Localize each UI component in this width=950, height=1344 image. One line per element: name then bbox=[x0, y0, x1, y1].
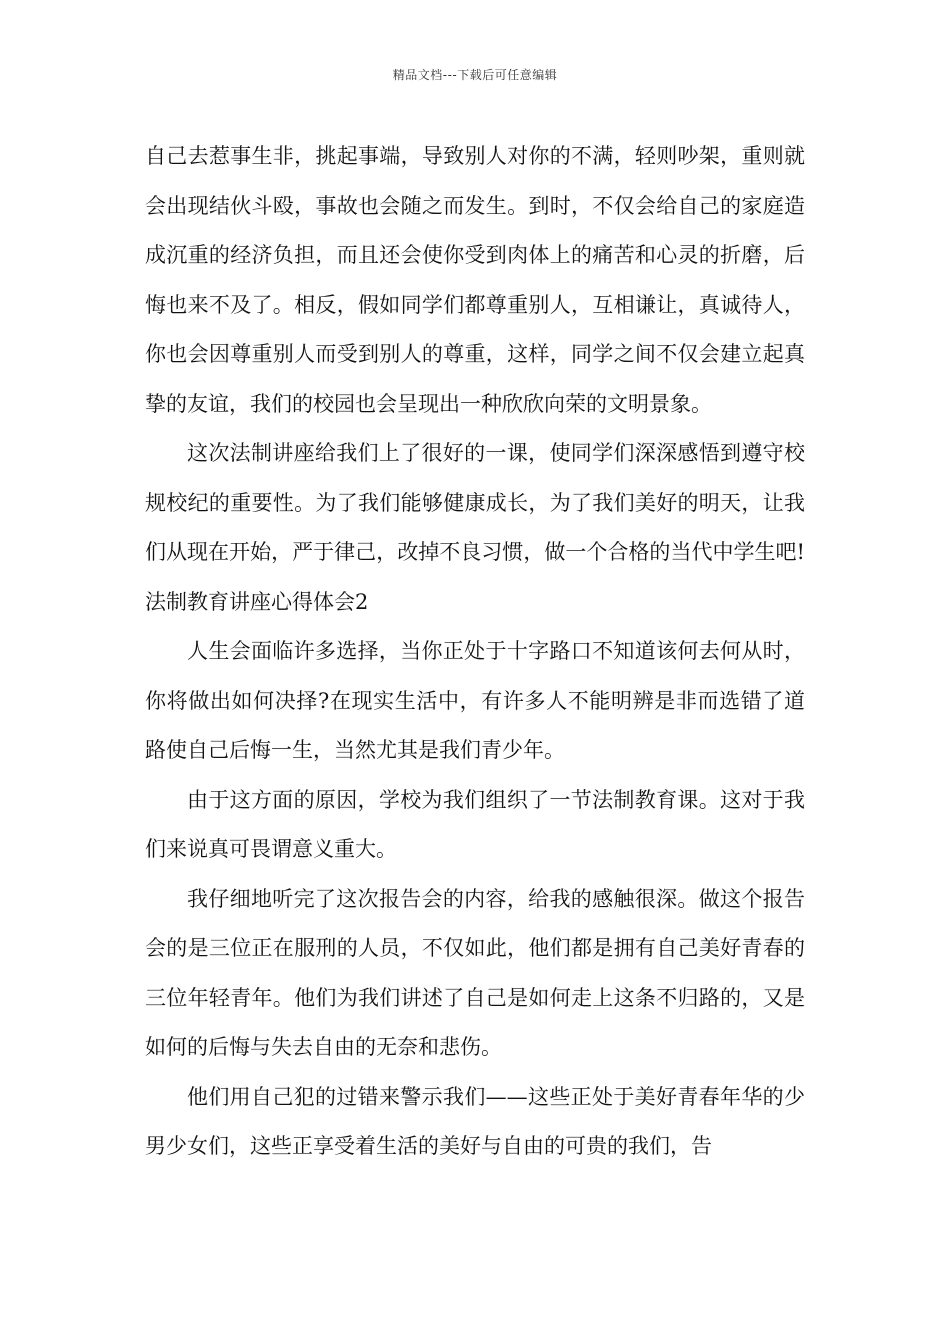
paragraph-1: 自己去惹事生非，挑起事端，导致别人对你的不满，轻则吵架，重则就会出现结伙斗殴，事故也会随之而发生。到时，不仅会给自己的家庭造成沉重的经济负担，而且还会使你受到肉体上的痛苦和心灵的折磨，后悔也来不及了。相反，假如同学们都尊重别人，互相谦让，真诚待人，你也会因尊重别人而受到别人的尊重，这样，同学之间不仅会建立起真挚的友谊，我们的校园也会呈现出一种欣欣向荣的文明景象。 bbox=[145, 144, 805, 416]
paragraph-6: 他们用自己犯的过错来警示我们——这些正处于美好青春年华的少男少女们，这些正享受着生活的美好与自由的可贵的我们，告 bbox=[145, 1084, 805, 1158]
paragraph-4: 由于这方面的原因，学校为我们组织了一节法制教育课。这对于我们来说真可畏谓意义重大。 bbox=[145, 787, 805, 861]
paragraph-5: 我仔细地听完了这次报告会的内容，给我的感触很深。做这个报告会的是三位正在服刑的人员，不仅如此，他们都是拥有自己美好青春的三位年轻青年。他们为我们讲述了自己是如何走上这条不归路的，又是如何的后悔与失去自由的无奈和悲伤。 bbox=[145, 886, 805, 1059]
page-header: 精品文档---下载后可任意编辑 bbox=[392, 68, 558, 82]
document-body bbox=[145, 132, 805, 1172]
paragraph-3: 人生会面临许多选择，当你正处于十字路口不知道该何去何从时，你将做出如何决择?在现实生活中，有许多人不能明辨是非而选错了道路使自己后悔一生，当然尤其是我们青少年。 bbox=[145, 639, 805, 762]
paragraph-2: 这次法制讲座给我们上了很好的一课，使同学们深深感悟到遵守校规校纪的重要性。为了我们能够健康成长，为了我们美好的明天，让我们从现在开始，严于律己，改掉不良习惯，做一个合格的当代中学生吧!法制教育讲座心得体会2 bbox=[145, 441, 805, 614]
